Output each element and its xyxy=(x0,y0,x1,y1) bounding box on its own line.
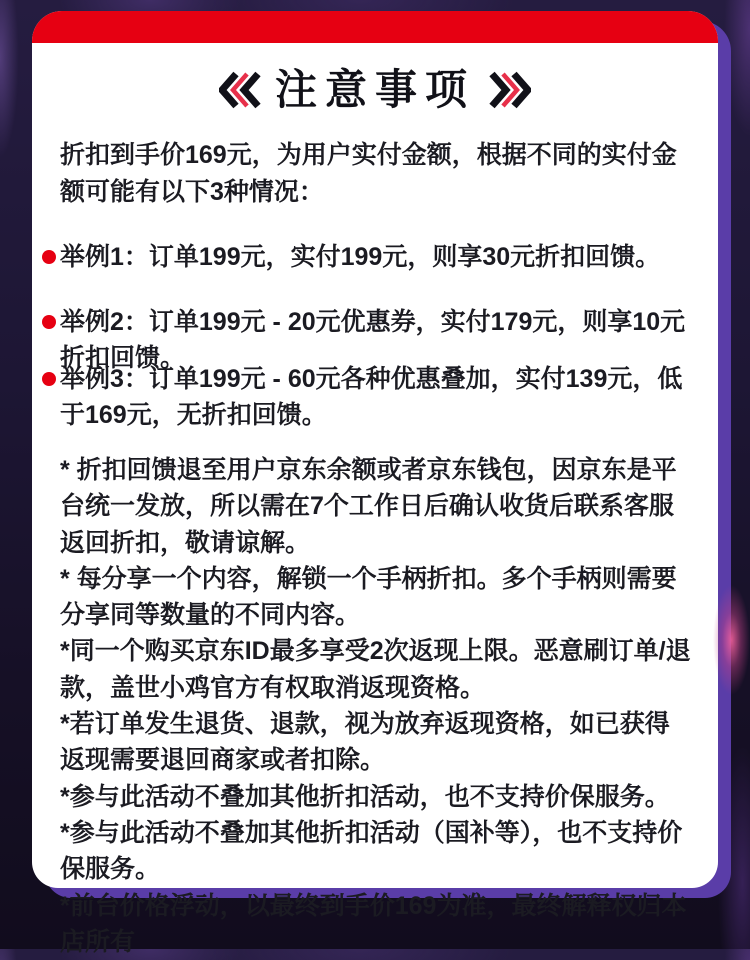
notes-block xyxy=(60,452,694,960)
intro-paragraph: 折扣到手价169元，为用户实付金额，根据不同的实付金额可能有以下3种情况： xyxy=(60,141,677,206)
bullet-dot-icon xyxy=(42,250,56,264)
pink-glow-decoration xyxy=(713,585,750,695)
left-chevrons-icon xyxy=(219,71,261,109)
example-item-1 xyxy=(42,239,702,275)
example-text-2: 举例2：订单199元 - 20元优惠券，实付179元，则享10元折扣回馈。 xyxy=(60,308,686,372)
note-paragraph-1: * 折扣回馈退至用户京东余额或者京东钱包，因京东是平台统一发放，所以需在7个工作日后确认收货后联系客服返回折扣，敬请谅解。 xyxy=(60,456,677,557)
note-paragraph-7: *前台价格浮动，以最终到手价169为准，最终解释权归本店所有 xyxy=(60,891,687,956)
example-text-1: 举例1：订单199元，实付199元，则享30元折扣回馈。 xyxy=(60,243,661,271)
notice-card xyxy=(32,11,718,956)
note-paragraph-2: * 每分享一个内容，解锁一个手柄折扣。多个手柄则需要分享同等数量的不同内容。 xyxy=(60,564,677,630)
card-header-bar xyxy=(32,11,718,43)
bullet-dot-icon xyxy=(42,372,56,386)
example-text-3: 举例3：订单199元 - 60元各种优惠叠加，实付139元，低于169元，无折扣回馈。 xyxy=(60,365,683,429)
right-chevrons-icon xyxy=(489,71,531,109)
bullet-dot-icon xyxy=(42,315,56,329)
note-paragraph-3: *同一个购买京东ID最多享受2次返现上限。恶意刷订单/退款，盖世小鸡官方有权取消返现资格。 xyxy=(60,637,691,702)
note-paragraph-6: *参与此活动不叠加其他折扣活动（国补等），也不支持价保服务。 xyxy=(60,818,683,884)
note-paragraph-5: *参与此活动不叠加其他折扣活动，也不支持价保服务。 xyxy=(60,782,670,811)
note-paragraph-4: *若订单发生退货、退款，视为放弃返现资格，如已获得返现需要退回商家或者扣除。 xyxy=(60,710,670,775)
example-item-3 xyxy=(42,361,702,433)
title-row xyxy=(32,67,718,113)
page-title: 注意事项 xyxy=(274,66,475,113)
